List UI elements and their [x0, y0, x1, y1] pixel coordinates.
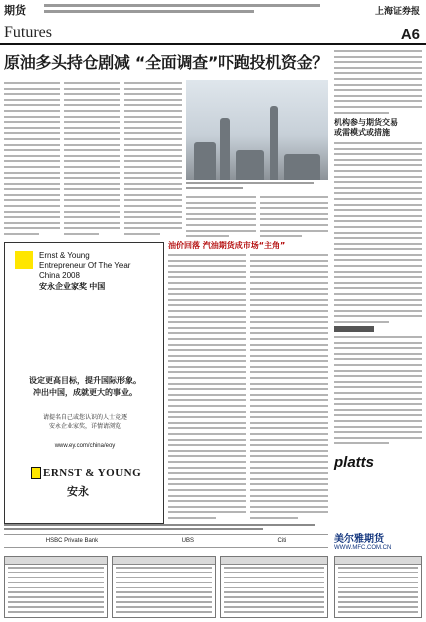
photo-tank: [220, 118, 230, 180]
ernst-young-ad: [4, 242, 164, 524]
article-column-3: [124, 82, 182, 238]
photo-tank: [194, 142, 216, 180]
ey-logo-icon: [31, 467, 41, 479]
main-headline: 原油多头持仓剧减 “全面调查”吓跑投机资金？: [4, 53, 329, 72]
quotes-table-rows: [5, 565, 107, 618]
sidebar-subhead-1: [334, 326, 374, 332]
article-column-1: [4, 82, 60, 238]
oil-feature-column-2: [250, 254, 328, 524]
article-column-2: [64, 82, 120, 238]
ey-invite-line-2: 安永企业家奖，详情请浏览: [48, 423, 121, 430]
bank-logo-ubs: UBS: [181, 538, 194, 544]
ad-footer-strip: [4, 524, 328, 532]
platts-ad: [334, 454, 422, 494]
masthead: [0, 0, 426, 46]
ey-ad-line-3: China 2008: [39, 271, 80, 280]
article-column-5: [260, 196, 328, 238]
quotes-table-head: [5, 557, 107, 565]
paper-name: 上海证券报: [374, 7, 420, 17]
ey-slogan-line-1: 设定更高目标，提升国际形象。: [29, 376, 141, 385]
quotes-table-4: [334, 556, 422, 618]
sidebar-body-1: [334, 142, 422, 322]
ey-logo-cn: 安永: [67, 485, 89, 498]
bank-logo-hsbc: HSBC Private Bank: [45, 538, 99, 544]
quotes-table-rows: [335, 565, 421, 618]
quotes-table-1: [4, 556, 108, 618]
photo-tank: [270, 106, 278, 180]
photo-caption: [186, 182, 328, 192]
meier-name: 美尔雅期货: [334, 534, 384, 545]
ey-invite-line-1: 请提名自己或您认识的人士竞逐: [42, 414, 127, 421]
quotes-table-head: [335, 557, 421, 565]
quotes-table-rows: [113, 565, 215, 618]
bank-logo-citi: Citi: [277, 538, 287, 544]
ey-ad-slogan: [15, 375, 155, 399]
article-column-4: [186, 196, 256, 238]
quotes-table-head: [113, 557, 215, 565]
oil-feature-column-1: [168, 254, 246, 524]
photo-tank: [236, 150, 264, 180]
page-number: A6: [400, 26, 420, 43]
meier-url: WWW.MFC.COM.CN: [334, 545, 392, 551]
oil-feature-title: 油价回落 汽油期货成市场“主角”: [168, 241, 286, 250]
ey-ad-url: www.ey.com/china/eoy: [54, 443, 116, 449]
sidebar-title-line-2: 或需模式或措施: [334, 128, 390, 137]
ey-ad-line-4: 安永企业家奖 中国: [39, 282, 106, 291]
oil-feature-article: [168, 240, 328, 530]
ey-badge-icon: [15, 251, 33, 269]
ey-slogan-line-2: 冲出中国，成就更大的事业。: [33, 388, 137, 397]
sidebar-top-text: [334, 50, 422, 114]
quotes-table-2: [112, 556, 216, 618]
sidebar-title-line-1: 机构参与期货交易: [334, 118, 398, 127]
bank-logo-bar: [4, 534, 328, 548]
ey-ad-line-2: Entrepreneur Of The Year: [39, 261, 131, 270]
section-name-cn: 期货: [4, 4, 26, 17]
masthead-meta-lines: [44, 4, 344, 14]
quotes-table-rows: [221, 565, 327, 618]
ey-ad-invite: [15, 413, 155, 431]
photo-tank: [284, 154, 320, 180]
ey-logo-text: ERNST & YOUNG: [43, 467, 142, 479]
masthead-rule: [0, 43, 426, 45]
sidebar-body-2: [334, 336, 422, 450]
section-name-en: Futures: [4, 24, 52, 41]
sidebar-title: [334, 118, 422, 138]
refinery-photo: [186, 80, 328, 180]
platts-logo: platts: [334, 454, 375, 471]
quotes-table-head: [221, 557, 327, 565]
meier-futures-ad: [334, 530, 422, 556]
quotes-table-3: [220, 556, 328, 618]
ey-ad-line-1: Ernst & Young: [39, 251, 90, 260]
